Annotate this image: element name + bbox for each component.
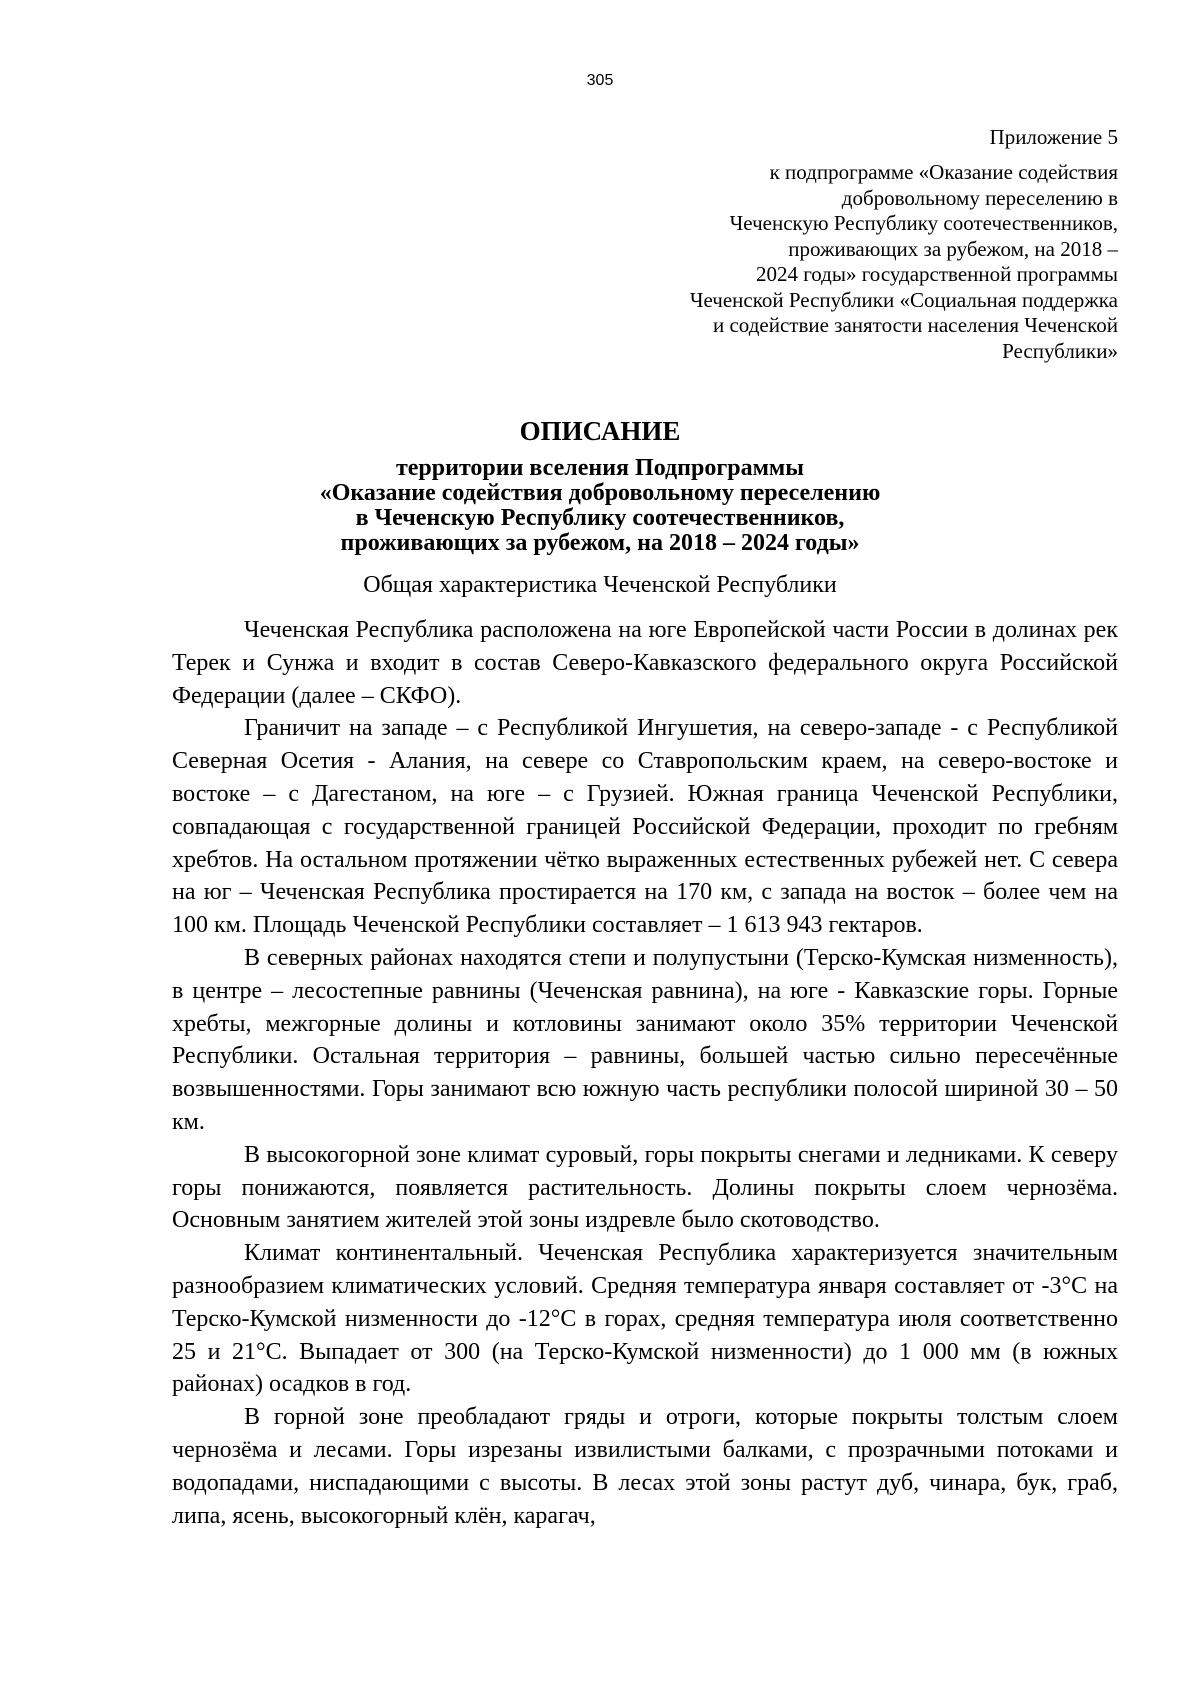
appendix-line: Чеченской Республики «Социальная поддержка bbox=[689, 287, 1118, 312]
subtitle-line: «Оказание содействия добровольному переселению bbox=[319, 480, 881, 506]
paragraph-borders: Граничит на западе – с Республикой Ингушетия, на северо-западе - с Республикой Северная Осетия - Алания, на севере со Ставропольским краем, на северо-востоке и востоке – с Дагестаном, на юге – с Грузией. Южная граница Чеченской Республики, совпадающая с государственной границей Российской Федерации, проходит по гребням хребтов. На остальном протяжении чётко выраженных естественных рубежей нет. С севера на юг – Чеченская Республика простирается на 170 км, с запада на восток – более чем на 100 км. Площадь Чеченской Республики составляет – 1 613 943 гектаров. bbox=[172, 715, 1118, 939]
subtitle-line: проживающих за рубежом, на 2018 – 2024 годы» bbox=[340, 530, 860, 556]
appendix-line: и содействие занятости населения Чеченской bbox=[713, 313, 1118, 337]
paragraph-location: Чеченская Республика расположена на юге Европейской части России в долинах рек Терек и Сунжа и входит в состав Северо-Кавказского федерального округа Российской Федерации (далее – СКФО). bbox=[172, 617, 1118, 709]
appendix-reference bbox=[690, 160, 1118, 364]
page-number: 305 bbox=[586, 72, 614, 89]
appendix-line: к подпрограмме «Оказание содействия bbox=[769, 160, 1118, 184]
body-text bbox=[172, 614, 1118, 1532]
section-heading: Общая характеристика Чеченской Республики bbox=[363, 572, 837, 598]
subtitle-line: территории вселения Подпрограммы bbox=[395, 455, 805, 481]
appendix-line: проживающих за рубежом, на 2018 – bbox=[788, 236, 1118, 261]
appendix-title: Приложение 5 bbox=[989, 125, 1118, 149]
paragraph-mountain-zone: В горной зоне преобладают гряды и отроги, которые покрыты толстым слоем чернозёма и лесами. Горы изрезаны извилистыми балками, с прозрачными потоками и водопадами, ниспадающими с высоты. В лесах этой зоны растут дуб, чинара, бук, граб, липа, ясень, высокогорный клён, карагач, bbox=[172, 1404, 1118, 1529]
document-title: ОПИСАНИЕ bbox=[519, 416, 681, 446]
paragraph-climate: Климат континентальный. Чеченская Республика характеризуется значительным разнообразием климатических условий. Средняя температура января составляет от -3°C на Терско-Кумской низменности до -12°C в горах, средняя температура июля соответственно 25 и 21°C. Выпадает от 300 (на Терско-Кумской низменности) до 1 000 мм (в южных районах) осадков в год. bbox=[172, 1240, 1118, 1398]
appendix-line: добровольному переселению в bbox=[841, 185, 1118, 210]
document-subtitle bbox=[0, 456, 1200, 556]
appendix-line: 2024 годы» государственной программы bbox=[755, 262, 1118, 286]
paragraph-highlands: В высокогорной зоне климат суровый, горы покрыты снегами и ледниками. К северу горы понижаются, появляется растительность. Долины покрыты слоем чернозёма. Основным занятием жителей этой зоны издревле было скотоводство. bbox=[172, 1141, 1118, 1234]
appendix-line: Республики» bbox=[1002, 338, 1118, 363]
subtitle-line: в Чеченскую Республику соотечественников, bbox=[355, 505, 845, 531]
paragraph-relief: В северных районах находятся степи и полупустыни (Терско-Кумская низменность), в центре – лесостепные равнины (Чеченская равнина), на юге - Кавказские горы. Горные хребты, межгорные долины и котловины занимают около 35% территории Чеченской Республики. Остальная территория – равнины, большей частью сильно пересечённые возвышенностями. Горы занимают всю южную часть республики полосой шириной 30 – 50 км. bbox=[172, 944, 1118, 1135]
appendix-line: Чеченскую Республику соотечественников, bbox=[729, 211, 1118, 235]
